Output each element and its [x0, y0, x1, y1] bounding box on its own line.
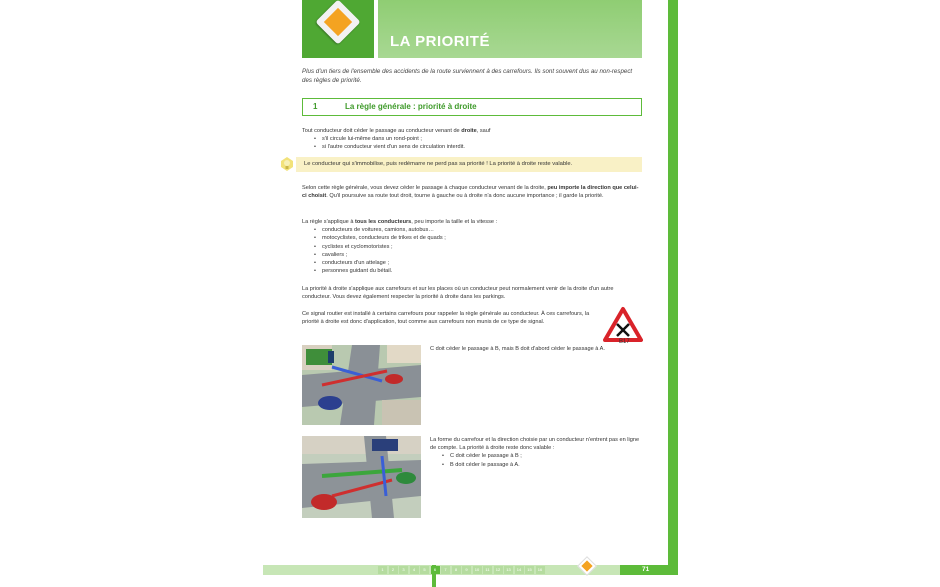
- drivers-list: [314, 226, 642, 275]
- section-title: La règle générale : priorité à droite: [345, 102, 477, 111]
- chapter-tab[interactable]: 15: [525, 566, 534, 574]
- rule-paragraph: [302, 127, 642, 152]
- chapter-tab[interactable]: 5: [420, 566, 429, 574]
- section-number: 1: [313, 102, 318, 111]
- list-item: • motocyclistes, conducteurs de trikes et de quads ;: [314, 234, 642, 242]
- para2-start: La règle s'applique à: [302, 219, 356, 225]
- para1-start: Selon cette règle générale, vous devez céder le passage à chaque conducteur venant de la droite,: [302, 185, 548, 191]
- intro-text: Plus d'un tiers de l'ensemble des accidents de la route surviennent à des carrefours. Ils sont souvent dus au non-respect des règles de priorité.: [302, 68, 633, 84]
- chapter-tab[interactable]: 6: [431, 566, 440, 574]
- chapter-tab[interactable]: 7: [441, 566, 450, 574]
- chapter-tab[interactable]: 1: [378, 566, 387, 574]
- figure1-caption: C doit céder le passage à B, mais B doit d'abord céder le passage à A.: [430, 346, 605, 352]
- rule-lead-bold: droite: [461, 128, 477, 134]
- para2-end: , peu importe la taille et la vitesse :: [411, 219, 498, 225]
- figure2-caption: [430, 436, 640, 469]
- page-edge-strip: [668, 0, 678, 575]
- chapter-tab[interactable]: 8: [452, 566, 461, 574]
- chapter-tab[interactable]: 10: [473, 566, 482, 574]
- chapter-tab[interactable]: 12: [494, 566, 503, 574]
- list-item: • s'il circule lui-même dans un rond-point ;: [314, 135, 642, 143]
- figure2-list: [442, 452, 640, 468]
- signal-paragraph: Ce signal routier est installé à certains carrefours pour rappeler la règle générale au conducteur. À ces carrefours, la priorité à droite est donc d'application, tout comme aux carrefours non munis de ce type de signal.: [302, 311, 590, 326]
- chapter-tab[interactable]: 16: [536, 566, 545, 574]
- exception-list: [314, 135, 642, 151]
- rule-lead: Tout conducteur doit céder le passage au conducteur venant de: [302, 128, 462, 134]
- para2-bold: tous les conducteurs: [355, 219, 412, 225]
- rule-lead-end: , sauf: [476, 128, 491, 134]
- chapter-tab[interactable]: 4: [410, 566, 419, 574]
- chapter-header: [378, 0, 642, 58]
- page-number: 71: [642, 566, 650, 573]
- chapter-icon-box: [302, 0, 374, 58]
- list-item: • cyclistes et cyclomotoristes ;: [314, 243, 642, 251]
- chapter-tab[interactable]: 13: [504, 566, 513, 574]
- lightbulb-icon: [281, 157, 293, 171]
- list-item: • cavaliers ;: [314, 251, 642, 259]
- sign-label: B17: [619, 339, 630, 345]
- tip-text: Le conducteur qui s'immobilise, puis redémarre ne perd pas sa priorité ! La priorité à droite reste valable.: [304, 161, 573, 167]
- chapter-tab[interactable]: 3: [399, 566, 408, 574]
- list-item: • C doit céder le passage à B ;: [442, 452, 640, 460]
- drivers-paragraph: [302, 218, 642, 275]
- chapter-tab[interactable]: 11: [483, 566, 492, 574]
- list-item: • conducteurs de voitures, camions, autobus…: [314, 226, 642, 234]
- tip-box: [296, 157, 642, 172]
- list-item: • B doit céder le passage à A.: [442, 461, 640, 469]
- intersection-illustration-2: [302, 436, 421, 518]
- intersection-illustration-1: [302, 345, 421, 425]
- section-heading: [302, 98, 642, 116]
- list-item: • conducteurs d'un attelage ;: [314, 259, 642, 267]
- para1-end: . Qu'il poursuive sa route tout droit, tourne à gauche ou à droite n'a donc aucune importance ; il garde la priorité.: [326, 193, 604, 200]
- chapter-tab[interactable]: 14: [515, 566, 524, 574]
- chapter-title: LA PRIORITÉ: [390, 33, 490, 50]
- scope-paragraph: La priorité à droite s'applique aux carrefours et sur les places où un conducteur peut normalement venir de la droite d'un autre conducteur. Vous devez également respecter la priorité à droite dans les parkings.: [302, 286, 614, 301]
- list-item: • si l'autre conducteur vient d'un sens de circulation interdit.: [314, 143, 642, 151]
- chapter-tab[interactable]: 9: [462, 566, 471, 574]
- chapter-tab[interactable]: 2: [389, 566, 398, 574]
- direction-paragraph: [302, 184, 642, 200]
- para1-bold: peu importe la direction que celui-ci choisit: [302, 185, 639, 200]
- list-item: • personnes guidant du bétail.: [314, 267, 642, 275]
- figure2-text: La forme du carrefour et la direction choisie par un conducteur n'entrent pas en ligne de compte. La priorité à droite reste donc valable :: [430, 437, 640, 452]
